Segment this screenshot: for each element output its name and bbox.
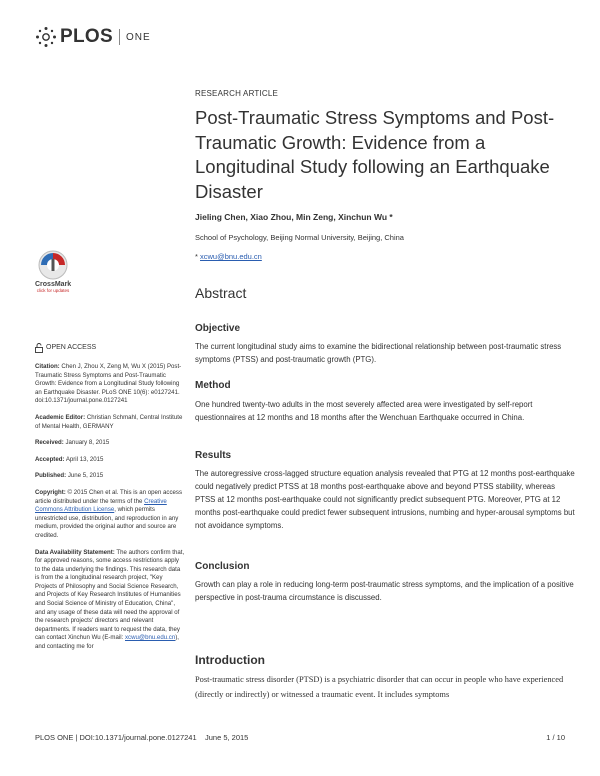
- published-block: [35, 472, 185, 481]
- copyright-block: [35, 489, 185, 541]
- logo-brand: PLOS: [60, 26, 113, 47]
- data-availability-text: The authors confirm that, for approved reasons, some access restrictions apply to the data underlying the findings. This research data is from the a longitudinal research project, "Key Projects of Philosophy and Social Science Research, and Projects of Key Research Institutes of Humanities and Social Science of Ministry of Education, China", and any usage of these data will need the approval of the research projects' directors and relevant departments. If readers want to request the data, they can contact Xinchun Wu (E-mail:: [35, 548, 185, 642]
- introduction-heading: Introduction: [195, 653, 265, 667]
- accepted-date: April 13, 2015: [65, 455, 104, 463]
- article-type: RESEARCH ARTICLE: [195, 89, 279, 98]
- article-title: Post-Traumatic Stress Symptoms and Post-Traumatic Growth: Evidence from a Longitudinal Study following an Earthquake Disaster: [195, 107, 555, 202]
- citation-block: [35, 363, 185, 406]
- published-label: Published:: [35, 472, 67, 480]
- logo-divider: [119, 29, 120, 45]
- corresponding-email: [195, 252, 262, 261]
- published-date: June 5, 2015: [67, 472, 104, 480]
- footer-citation: PLOS ONE | DOI:10.1371/journal.pone.0127241 June 5, 2015: [35, 733, 249, 742]
- received-block: [35, 439, 185, 448]
- journal-logo: [35, 27, 151, 47]
- copyright-text-end: , which permits unrestricted use, distribution, and reproduction in any medium, provided the original author and source are credited.: [35, 506, 179, 539]
- crossmark-badge[interactable]: [35, 250, 71, 293]
- page-footer: [35, 733, 565, 742]
- citation-text: Chen J, Zhou X, Zeng M, Wu X (2015) Post-Traumatic Stress Symptoms and Post-Traumatic Growth: Evidence from a Longitudinal Study following an Earthquake Disaster. PLoS ONE 10(6): e0127241. doi:10.1371/journal.pone.0127241: [35, 363, 182, 405]
- email-marker: *: [195, 252, 198, 261]
- editor-label: Academic Editor:: [35, 413, 86, 421]
- data-availability-block: [35, 549, 185, 652]
- article-sidebar: [35, 343, 185, 660]
- received-date: January 8, 2015: [65, 439, 110, 447]
- open-lock-icon: [35, 343, 43, 353]
- crossmark-subtitle: click for updates: [36, 288, 70, 293]
- license-link[interactable]: Creative Commons Attribution License: [35, 497, 167, 514]
- data-contact-email-link[interactable]: xcwu@bnu.edu.cn: [125, 634, 176, 642]
- accepted-block: [35, 456, 185, 465]
- copyright-text: © 2015 Chen et al. This is an open access article distributed under the terms of the: [35, 488, 182, 505]
- results-text: The autoregressive cross-lagged structure equation analysis revealed that PTG at 12 months post-earthquake could negatively predict PTSS at 18 months post-earthquake above and beyond PTSS stability, whereas PTSS at 12 months post-earthquake could not significantly predict subsequent PTG. Moreover, PTG at 12 months post-earthquake could predict fewer subsequent intrusions, numbing and hyper-arousal symptoms but not avoidance symptoms.: [195, 469, 575, 530]
- page-number: 1 / 10: [546, 733, 565, 742]
- logo-journal: ONE: [125, 31, 151, 43]
- open-access-label: OPEN ACCESS: [46, 343, 97, 351]
- received-label: Received:: [35, 439, 64, 447]
- author-list: Jieling Chen, Xiao Zhou, Min Zeng, Xinchun Wu *: [195, 212, 393, 222]
- copyright-label: Copyright:: [35, 488, 66, 496]
- open-access-badge: [35, 343, 185, 353]
- conclusion-heading: Conclusion: [195, 561, 250, 572]
- crossmark-title: CrossMark: [35, 281, 72, 288]
- objective-text: The current longitudinal study aims to examine the bidirectional relationship between post-traumatic stress symptoms (PTSS) and post-traumatic growth (PTG).: [195, 342, 562, 364]
- objective-heading: Objective: [195, 323, 241, 334]
- conclusion-text: Growth can play a role in reducing long-term post-traumatic stress symptoms, and the implication of a positive perspective in post-trauma circumstance is discussed.: [195, 580, 574, 602]
- data-availability-label: Data Availability Statement:: [35, 548, 115, 556]
- method-text: One hundred twenty-two adults in the most severely affected area were investigated by self-report questionnaires at 12 months and 18 months after the Wenchuan Earthquake occurred in China.: [195, 400, 533, 422]
- plos-logo-icon: [35, 26, 57, 48]
- editor-text: Christian Schmahl, Central Institute of Mental Health, GERMANY: [35, 413, 183, 430]
- crossmark-icon: [38, 250, 68, 280]
- introduction-text: Post-traumatic stress disorder (PTSD) is a psychiatric disorder that can occur in people who have experienced (directly or indirectly) or witnessed a traumatic event. It includes symptoms: [195, 675, 564, 699]
- results-heading: Results: [195, 450, 232, 461]
- email-link[interactable]: xcwu@bnu.edu.cn: [200, 252, 262, 261]
- data-availability-text-end: ), and contacting me for: [35, 634, 179, 651]
- accepted-label: Accepted:: [35, 455, 65, 463]
- editor-block: [35, 414, 185, 431]
- method-heading: Method: [195, 380, 231, 391]
- affiliation: School of Psychology, Beijing Normal University, Beijing, China: [195, 233, 404, 242]
- citation-label: Citation:: [35, 363, 60, 370]
- abstract-heading: Abstract: [195, 285, 247, 301]
